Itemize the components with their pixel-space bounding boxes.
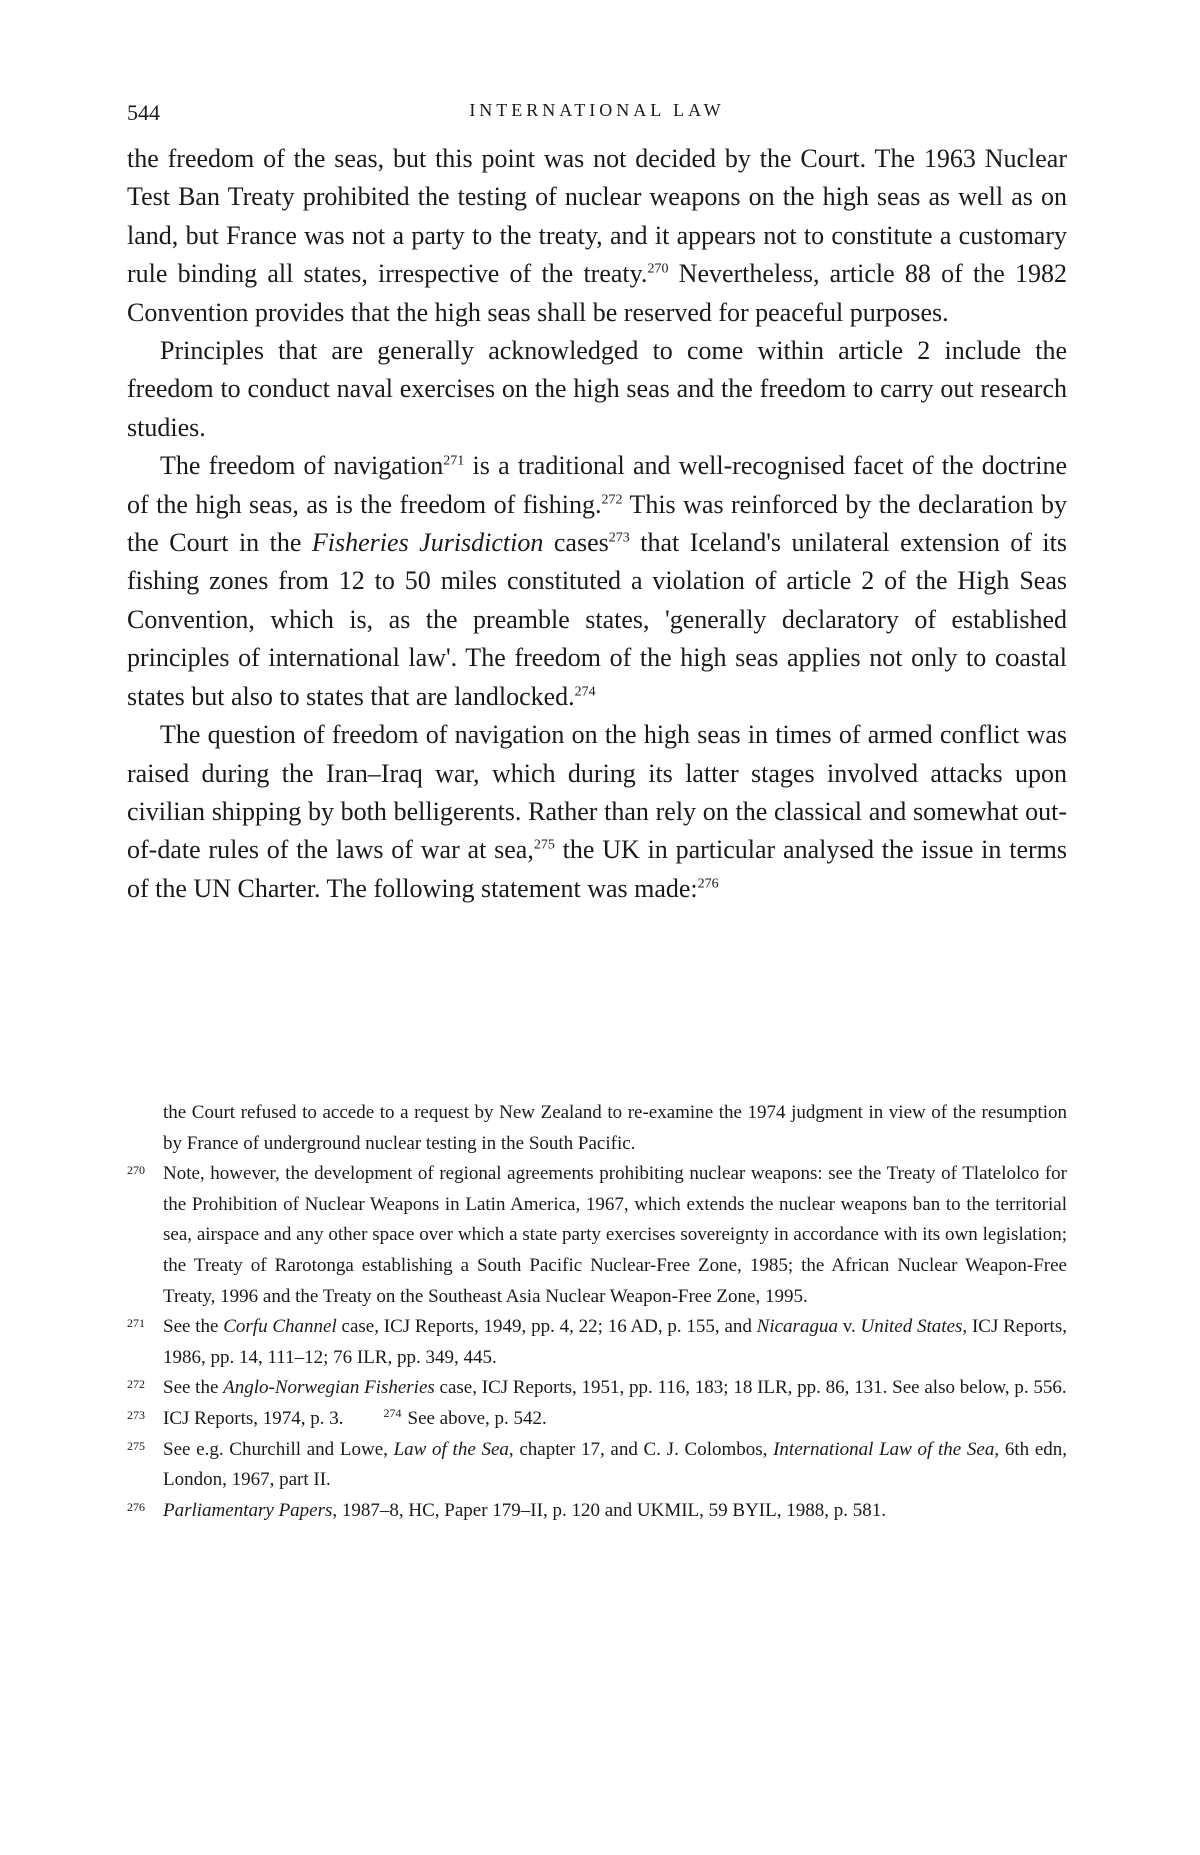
footnote-ref-272[interactable]: 272 [601,492,623,507]
footnotes [127,1098,1067,1526]
footnote-text: case, ICJ Reports, 1951, pp. 116, 183; 18 ILR, pp. 86, 131. See also below, p. 556. [434,1377,1067,1399]
footnote-ref-275[interactable]: 275 [533,837,555,853]
running-head [127,100,1067,140]
case-name: Anglo-Norwegian Fisheries [223,1377,435,1399]
paragraph-text: is a traditional and well-recognised facet of the doctrine of the high seas, as is the freedom of fishing. [127,451,1067,519]
footnote-text: , 6th edn, London, 1967, part II. [163,1438,1067,1491]
footnote-text: , ICJ Reports, 1986, pp. 14, 111–12; 76 ILR, pp. 349, 445. [163,1316,1067,1368]
paragraph-2 [127,332,1067,447]
footnote-text: See e.g. Churchill and Lowe, [163,1438,394,1460]
footnote-mark: 275 [127,1438,145,1453]
footnote-text: , 1987–8, HC, Paper 179–II, p. 120 and UKMIL, 59 BYIL, 1988, p. 581. [332,1499,886,1521]
case-name: Corfu Channel [223,1316,337,1338]
footnote-text: See the [163,1377,224,1399]
case-name: United States [860,1316,963,1338]
footnote-mark: 272 [127,1377,145,1392]
footnote-276 [127,1496,1067,1527]
paragraph-text: the freedom of the seas, but this point was not decided by the Court. The 1963 Nuclear Test Ban Treaty prohibited the testing of nuclear weapons on the high seas as well as on land, but France was not a party to the treaty, and it appears not to constitute a customary rule binding all states, irrespective of the treaty. [127,144,1067,289]
footnote-mark: 274 [383,1405,402,1420]
footnote-mark: 270 [127,1163,145,1178]
paragraph-3 [127,447,1067,716]
paragraph-text: Nevertheless, article 88 of the 1982 Convention provides that the high seas shall be reserved for peaceful purposes. [127,259,1067,327]
footnote-ref-276[interactable]: 276 [697,876,719,892]
book-title: Law of the Sea [393,1438,509,1460]
case-name: Nicaragua [756,1316,838,1338]
running-title: INTERNATIONAL LAW [469,100,725,120]
footnote-text: See above, p. 542. [407,1407,547,1429]
footnote-text: case, ICJ Reports, 1949, pp. 4, 22; 16 AD, p. 155, and [336,1316,757,1338]
footnote-mark: 276 [127,1499,145,1514]
footnote-text: Note, however, the development of regional agreements prohibiting nuclear weapons: see the Treaty of Tlatelolco for the Prohibition of Nuclear Weapons in Latin America, 1967, which extends the nuclear weapons ban to the territorial sea, airspace and any other space over which a state party exercises sovereignty in accordance with its own legislation; the Treaty of Rarotonga establishing a South Pacific Nuclear-Free Zone, 1985; the African Nuclear Weapon-Free Treaty, 1996 and the Treaty on the Southeast Asia Nuclear Weapon-Free Zone, 1995. [163,1163,1067,1307]
paragraph-text: Principles that are generally acknowledged to come within article 2 include the freedom to conduct naval exercises on the high seas and the freedom to carry out research studies. [127,336,1067,442]
footnote-275 [127,1435,1067,1496]
footnote-text: See the [163,1316,224,1338]
footnote-273-274 [127,1404,1067,1435]
paragraph-text: cases [543,528,609,558]
paragraph-text: that Iceland's unilateral extension of its fishing zones from 12 to 50 miles constituted a violation of article 2 of the High Seas Convention, which is, as the preamble states, 'generally declaratory of established principles of international law'. The freedom of the high seas applies not only to coastal states but also to states that are landlocked. [127,528,1067,711]
paragraph-text: The freedom of navigation [160,451,444,481]
paragraph-text: The question of freedom of navigation on the high seas in times of armed conflict was raised during the Iran–Iraq war, which during its latter stages involved attacks upon civilian shipping by both belligerents. Rather than rely on the classical and somewhat out-of-date rules of the laws of war at sea, [127,720,1067,865]
page-number: 544 [127,100,160,125]
case-name: Fisheries Jurisdiction [311,528,544,558]
body-text [127,140,1067,908]
footnote-ref-270[interactable]: 270 [647,261,669,277]
paragraph-1 [127,140,1067,332]
footnote-mark: 273 [127,1407,145,1422]
footnote-ref-274[interactable]: 274 [574,684,596,700]
footnote-271 [127,1312,1067,1373]
paragraph-text: This was reinforced by the declaration by the Court in the [127,489,1067,558]
footnote-continued [127,1098,1067,1159]
footnote-ref-273[interactable]: 273 [608,530,630,546]
footnote-text: ICJ Reports, 1974, p. 3. [163,1407,344,1429]
paragraph-text: the UK in particular analysed the issue in terms of the UN Charter. The following statement was made: [127,835,1067,903]
paragraph-4 [127,716,1067,908]
footnote-ref-271[interactable]: 271 [443,453,465,469]
footnote-text: v. [837,1316,861,1338]
footnote-272 [127,1373,1067,1404]
footnote-270 [127,1159,1067,1312]
footnote-mark: 271 [127,1316,145,1331]
book-title: International Law of the Sea [773,1438,995,1460]
footnote-text: , chapter 17, and C. J. Colombos, [508,1438,774,1460]
publication-title: Parliamentary Papers [163,1499,333,1521]
footnote-text: the Court refused to accede to a request by New Zealand to re-examine the 1974 judgment in view of the resumption by France of underground nuclear testing in the South Pacific. [163,1102,1067,1154]
page [127,100,1067,908]
